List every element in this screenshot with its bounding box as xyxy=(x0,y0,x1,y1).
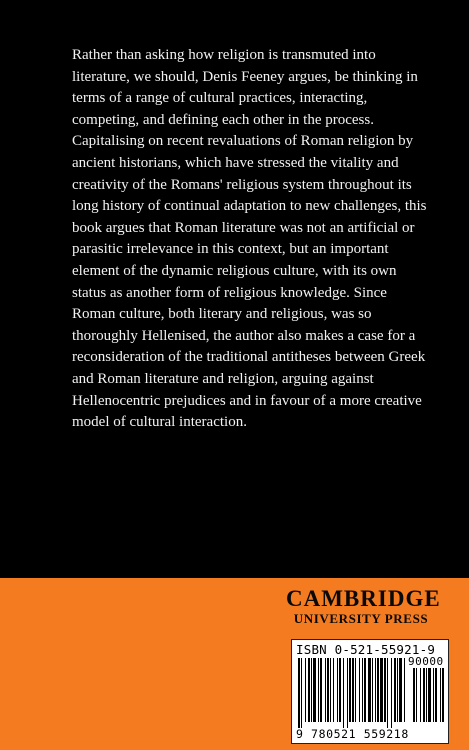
addon-barcode-icon xyxy=(412,668,444,728)
publisher-subtitle: UNIVERSITY PRESS xyxy=(293,611,429,626)
ean-barcode-icon xyxy=(297,658,407,728)
publisher-logo xyxy=(286,586,441,626)
publisher-name: CAMBRIDGE xyxy=(286,586,441,611)
publisher-panel xyxy=(0,578,469,750)
isbn-label: ISBN 0-521-55921-9 xyxy=(296,642,436,657)
back-cover-blurb xyxy=(72,45,432,434)
ean-number: 9 780521 559218 xyxy=(296,727,409,741)
blurb-text: Rather than asking how religion is transmuted into literature, we should, Denis Feeney argues, be thinking in terms of a range of cultural practices, interacting, competing, and defining each other in the process. Capitalising on recent revaluations of Roman religion by ancient historians, which have stressed the vitality and creativity of the Romans' religious system throughout its long history of continual adaptation to new challenges, this book argues that Roman literature was not an artificial or parasitic irrelevance in this context, but an important element of the dynamic religious culture, with its own status as another form of religious knowledge. Since Roman culture, both literary and religious, was so thoroughly Hellenised, the author also makes a case for a reconsideration of the traditional antitheses between Greek and Roman literature and religion, arguing against Hellenocentric prejudices and in favour of a more creative model of cultural interaction. xyxy=(72,47,427,431)
barcode xyxy=(291,639,449,744)
price-addon-number: 90000 xyxy=(408,655,444,668)
